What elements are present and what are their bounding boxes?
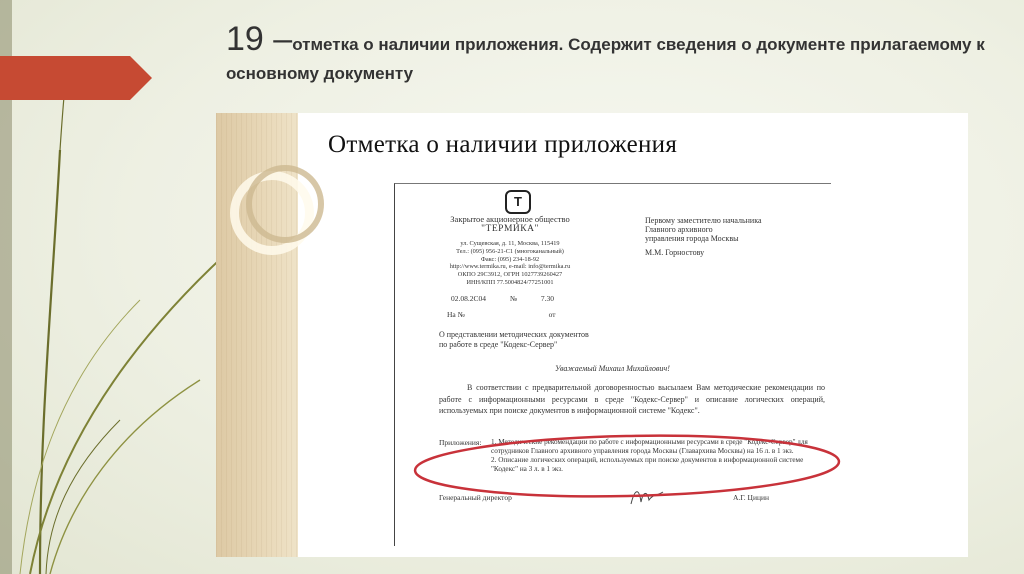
accent-arrow-tab [0,56,130,100]
org-web: http://www.termika.ru, e-mail: info@termika.ru [449,263,571,271]
letter-body: В соответствии с предварительной договоренностью высылаем Вам методические рекомендации по работе с информационными ресурсами в среде "Кодекс-Сервер" и описание логических операций, используемых при поиске документов в информационной системе "Кодекс". [439,383,825,415]
org-fax: Факс: (095) 234-18-92 [480,255,540,263]
slide-title-text: отметка о наличии приложения. Содержит сведения о документе прилагаемому к основному документу [226,35,985,83]
recipient-line: Первому заместителю начальника [645,216,762,225]
signer-role: Генеральный директор [439,493,512,502]
document-photo [216,113,968,557]
number-label: № [509,294,518,303]
letter-subject: О представлении методических документов по работе в среде "Кодекс-Сервер" [439,330,589,349]
org-phone: Тел.: (095) 956-21-C1 (многоканальный) [456,247,564,255]
recipient-name: М.М. Горностову [645,248,705,257]
reference-line [447,310,578,319]
recipient-block [645,216,825,257]
recipient-line: Главного архивного [645,225,713,234]
letter-date: 02.08.2С04 [451,294,487,303]
salutation: Уважаемый Михаил Михайлович! [555,364,670,373]
attachment-item: 1. Методические рекомендации по работе с информационными ресурсами в среде "Кодекс-Сервер" для сотрудников Главного архивного управления города Москвы (Главархива Москвы) на 16 л. в 1 экз. [491,438,808,455]
org-address: ул. Сущевская, д. 11, Москва, 115419 [460,240,560,247]
letter-number: 7.30 [540,294,555,303]
slide-number: 19 – [226,20,293,58]
sender-block [415,214,605,287]
registration-line [451,294,576,303]
org-inn: ИНН/КПП 77.5004824/77251001 [466,278,554,286]
ref-label: На № [447,310,465,319]
attachment-label: Приложения: [439,438,482,447]
signer-name: А.Г. Цицин [733,493,770,502]
org-contacts [415,240,605,287]
slide-title [226,20,986,88]
company-logo: Т [505,190,531,214]
attachment-highlight-oval [412,433,842,499]
decorative-ring [246,165,324,243]
figure-heading: Отметка о наличии приложения [328,131,678,158]
ref-from: от [548,310,556,319]
org-type: Закрытое акционерное общество [450,214,570,224]
org-name: "ТЕРМИКА" [481,224,539,234]
org-okpo: ОКПО 29С3912, ОГРН 1027739260427 [457,271,563,279]
attachment-item: 2. Описание логических операций, используемых при поиске документов в информационной системе "Кодекс" на 3 л. в 1 экз. [491,456,804,473]
recipient-line: управления города Москвы [645,234,739,243]
